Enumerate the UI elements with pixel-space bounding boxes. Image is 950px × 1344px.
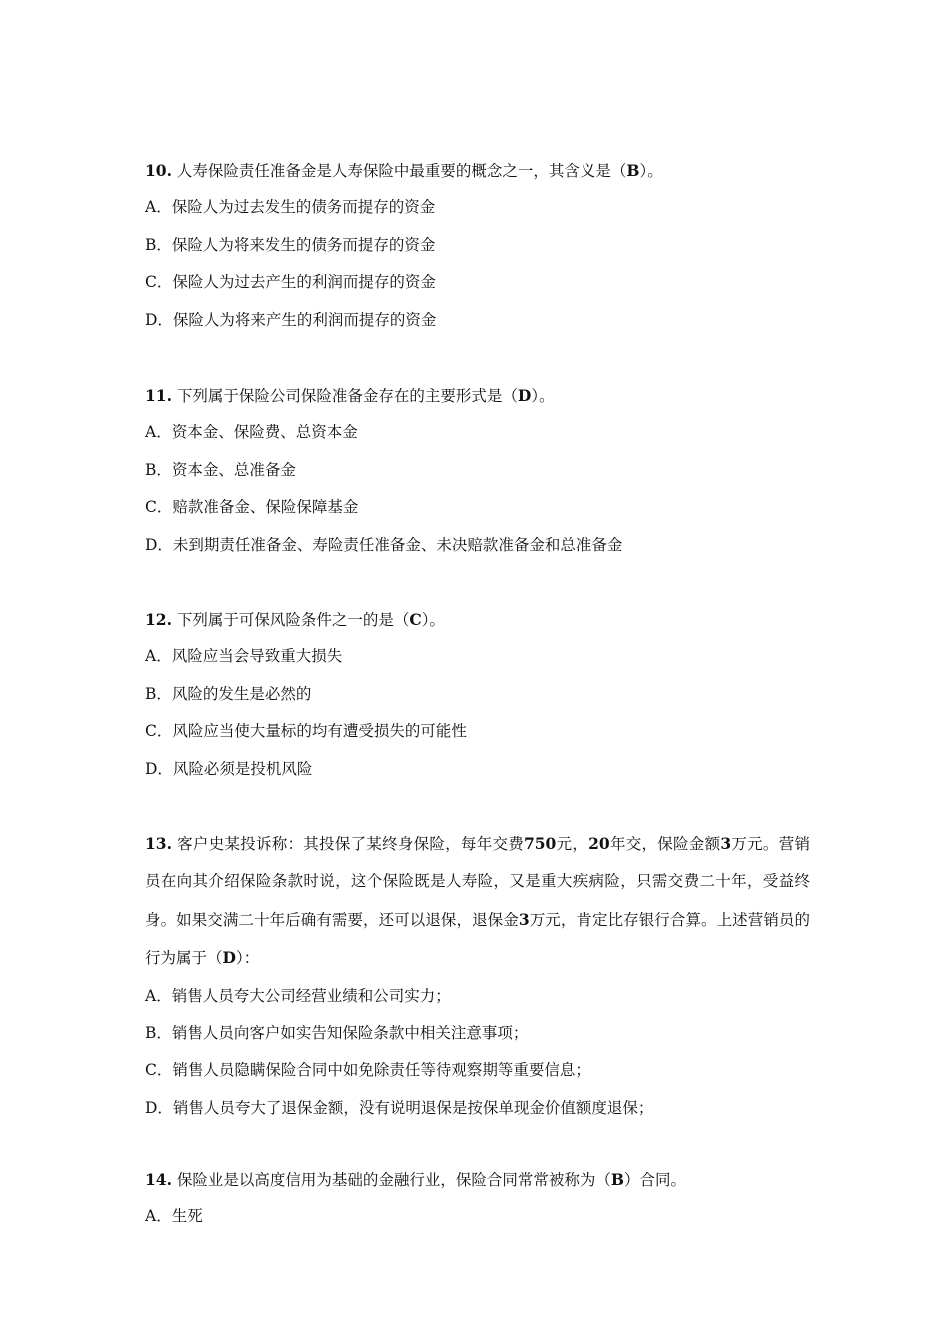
sum-insured-value: 3 (720, 834, 732, 853)
stem-text: 下列属于保险公司保险准备金存在的主要形式是（ (176, 387, 518, 405)
stem-end: ）合同。 (624, 1171, 687, 1189)
question-stem (145, 601, 810, 638)
option-b: B．销售人员向客户如实告知保险条款中相关注意事项； (145, 1024, 529, 1043)
option-a: A．风险应当会导致重大损失 (145, 647, 343, 666)
option-d: D．风险必须是投机风险 (145, 759, 313, 778)
option-d: D．保险人为将来产生的利润而提存的资金 (145, 310, 437, 329)
question-13 (145, 825, 810, 1127)
question-number: 14. (145, 1170, 172, 1189)
question-stem (145, 1161, 810, 1198)
question-number: 10. (145, 161, 172, 180)
stem-text: 元， (556, 835, 589, 853)
stem-text: 客户史某投诉称：其投保了某终身保险，每年交费 (177, 835, 524, 853)
question-stem (145, 152, 810, 189)
stem-text: 人寿保险责任准备金是人寿保险中最重要的概念之一，其含义是（ (176, 162, 627, 180)
option-a: A．资本金、保险费、总资本金 (145, 423, 358, 442)
answer-letter: B (610, 1170, 625, 1189)
answer-letter: D (222, 948, 236, 968)
option-a: A．销售人员夸大公司经营业绩和公司实力； (145, 986, 451, 1005)
stem-text: 万元。营销员在向其介绍保险条款时说，这个保险既是人寿险，又是重大疾病险，只需交费二十年，受益终身。如果交满二十年后确有需要，还可以退保，退保金 (145, 835, 810, 929)
stem-text: 保险业是以高度信用为基础的金融行业，保险合同常常被称为（ (176, 1171, 611, 1189)
question-12 (145, 601, 810, 788)
question-stem (145, 377, 810, 414)
option-b: B．资本金、总准备金 (145, 460, 296, 479)
question-stem (145, 825, 810, 978)
question-number: 11. (145, 386, 172, 405)
option-c: C．保险人为过去产生的利润而提存的资金 (145, 273, 436, 292)
option-c: C．销售人员隐瞒保险合同中如免除责任等待观察期等重要信息； (145, 1061, 591, 1080)
stem-end: ）。 (421, 611, 446, 629)
option-c: C．风险应当使大量标的均有遭受损失的可能性 (145, 722, 467, 741)
stem-text: 下列属于可保风险条件之一的是（ (176, 611, 410, 629)
option-c: C．赔款准备金、保险保障基金 (145, 498, 359, 517)
answer-letter: D (517, 386, 532, 405)
option-d: D．销售人员夸大了退保金额，没有说明退保是按保单现金价值额度退保； (145, 1098, 654, 1117)
stem-end: ）。 (639, 162, 663, 180)
question-11 (145, 377, 810, 564)
stem-end: ）。 (531, 387, 555, 405)
premium-value: 750 (523, 834, 557, 853)
question-10 (145, 152, 810, 339)
stem-text: 年交，保险金额 (609, 835, 721, 853)
option-a: A．生死 (145, 1207, 203, 1226)
surrender-value: 3 (518, 909, 530, 929)
answer-letter: B (626, 161, 640, 180)
option-d: D．未到期责任准备金、寿险责任准备金、未决赔款准备金和总准备金 (145, 535, 623, 554)
stem-text: 万元，肯定比存银行合算。上述营销员的行为属于（ (145, 910, 810, 968)
question-number: 13. (145, 834, 172, 853)
option-b: B．风险的发生是必然的 (145, 684, 312, 703)
option-b: B．保险人为将来发生的债务而提存的资金 (145, 235, 436, 254)
question-number: 12. (145, 610, 172, 629)
answer-letter: C (409, 610, 422, 629)
option-a: A．保险人为过去发生的债务而提存的资金 (145, 198, 436, 217)
question-14 (145, 1161, 810, 1236)
years-value: 20 (588, 834, 610, 853)
stem-end: ）： (235, 949, 260, 968)
